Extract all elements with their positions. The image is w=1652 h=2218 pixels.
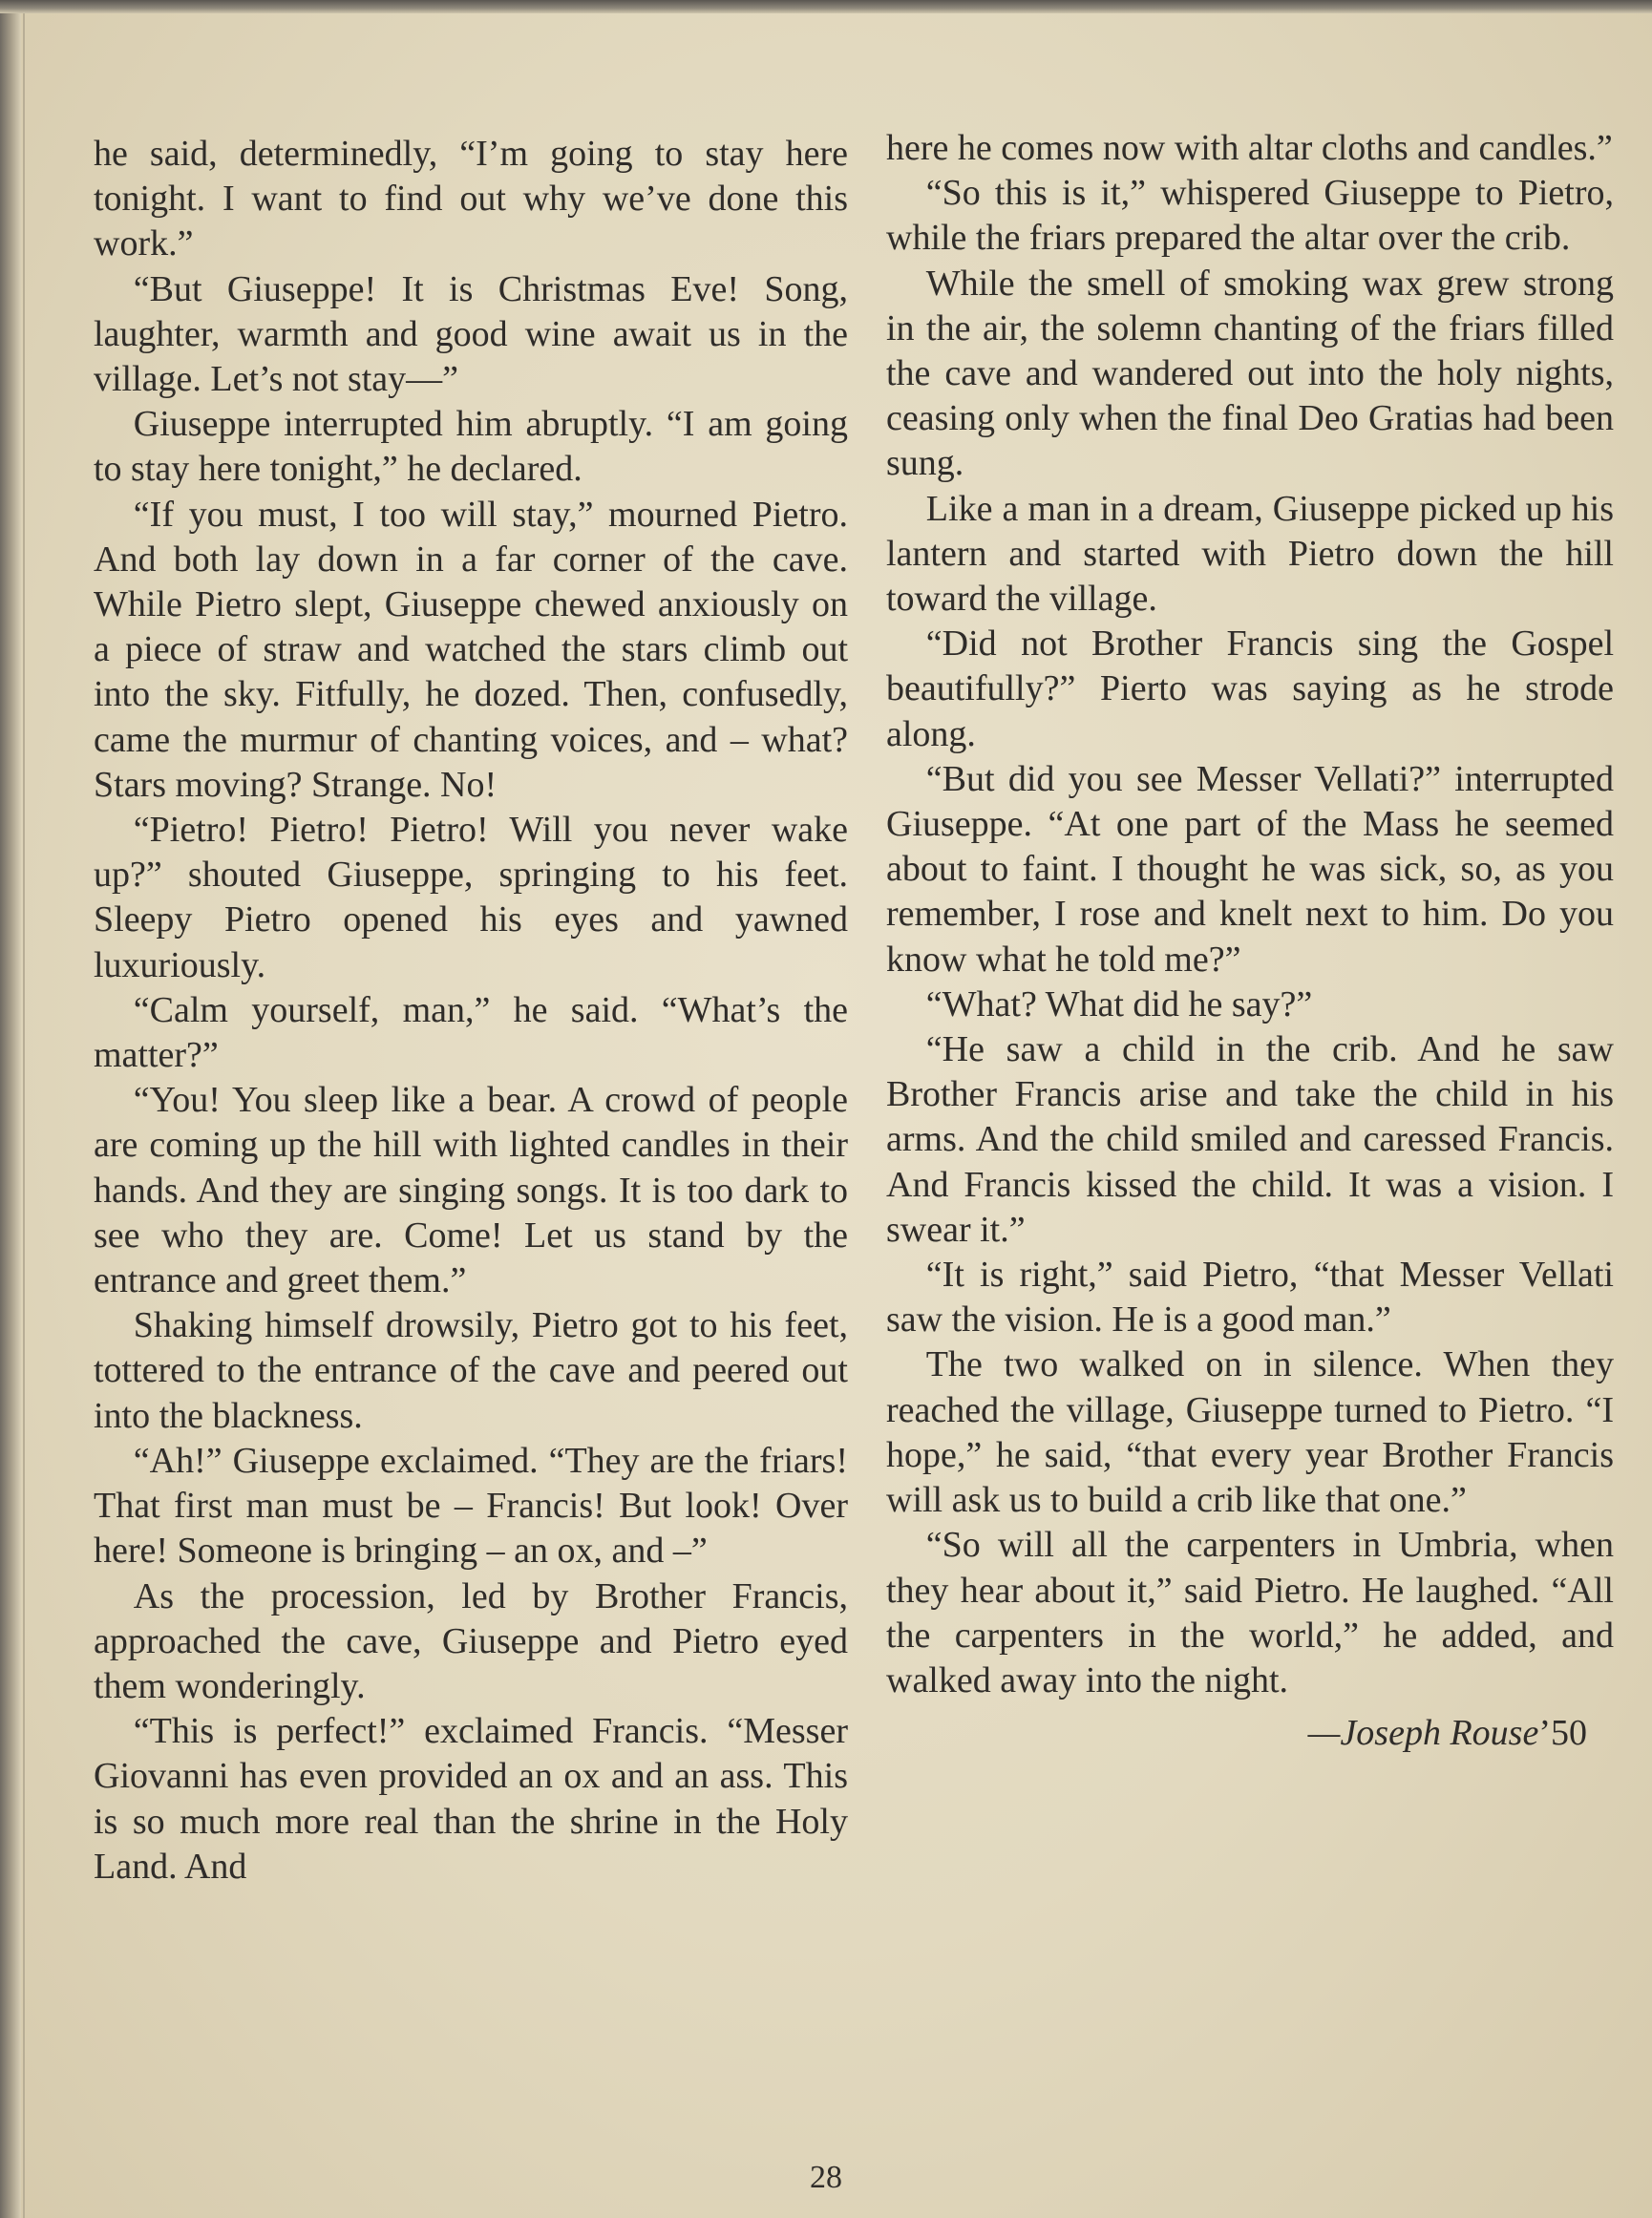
paragraph: Giuseppe interrupted him abruptly. “I am going to stay here tonight,” he declared. — [94, 404, 848, 490]
author-name: —Joseph Rouse — [1307, 1713, 1539, 1754]
binding-edge — [0, 13, 21, 2218]
paragraph: While the smell of smoking wax grew strong in the air, the solemn chanting of the friars filled the cave and wandered out into the holy nights, ceasing only when the final Deo Gratias had been sung. — [886, 263, 1614, 484]
paragraph: “But did you see Messer Vellati?” interrupted Giuseppe. “At one part of the Mass he seemed about to faint. I thought he was sick, so, as you remember, I rose and knelt next to him. Do you know what he told me?” — [886, 758, 1614, 980]
paragraph: “Ah!” Giuseppe exclaimed. “They are the friars! That first man must be – Francis! But look! Over here! Someone is bringing – an ox, and –” — [94, 1440, 848, 1572]
paragraph: “If you must, I too will stay,” mourned Pietro. And both lay down in a far corner of the cave. While Pietro slept, Giuseppe chewed anxiously on a piece of straw and watched the stars climb out into the sky. Fitfully, he dozed. Then, confusedly, came the murmur of chanting voices, and – what? Stars moving? Strange. No! — [94, 494, 848, 805]
paragraph: “You! You sleep like a bear. A crowd of people are coming up the hill with lighted candles in their hands. And they are singing songs. It is too dark to see who they are. Come! Let us stand by the entrance and greet them.” — [94, 1080, 848, 1301]
binding-line — [23, 13, 25, 2218]
paragraph: “Calm yourself, man,” he said. “What’s the matter?” — [94, 989, 848, 1076]
paragraph: he said, determinedly, “I’m going to stay here tonight. I want to find out why we’ve done this work.” — [94, 134, 848, 264]
paragraph: “He saw a child in the crib. And he saw Brother Francis arise and take the child in his arms. And the child smiled and caressed Francis. And Francis kissed the child. It was a vision. I swear it.” — [886, 1029, 1614, 1250]
top-edge — [0, 0, 1652, 13]
left-text-column — [94, 132, 848, 1890]
paragraph: “So this is it,” whispered Giuseppe to Pietro, while the friars prepared the altar over the crib. — [886, 173, 1614, 259]
paragraph: “Pietro! Pietro! Pietro! Will you never wake up?” shouted Giuseppe, springing to his feet. Sleepy Pietro opened his eyes and yawned luxuriously. — [94, 810, 848, 985]
paragraph: “So will all the carpenters in Umbria, when they hear about it,” said Pietro. He laughed. “All the carpenters in the world,” he added, and walked away into the night. — [886, 1525, 1614, 1700]
author-signature — [886, 1711, 1614, 1756]
paragraph: “What? What did he say?” — [925, 983, 1313, 1025]
page-number: 28 — [810, 2160, 842, 2195]
right-text-column — [886, 126, 1614, 1756]
paragraph: here he comes now with altar cloths and candles.” — [886, 128, 1613, 168]
paragraph: “Did not Brother Francis sing the Gospel beautifully?” Pierto was saying as he strode along. — [886, 623, 1614, 754]
paragraph: The two walked on in silence. When they reached the village, Giuseppe turned to Pietro. “I hope,” he said, “that every year Brother Francis will ask us to build a crib like that one.” — [886, 1344, 1614, 1521]
paragraph: “But Giuseppe! It is Christmas Eve! Song, laughter, warmth and good wine await us in the village. Let’s not stay—” — [94, 268, 848, 400]
paragraph: “This is perfect!” exclaimed Francis. “Messer Giovanni has even provided an ox and an ass. This is so much more real than the shrine in the Holy Land. And — [94, 1711, 848, 1887]
paragraph: As the procession, led by Brother Francis, approached the cave, Giuseppe and Pietro eyed them wonderingly. — [94, 1575, 848, 1706]
class-year: ’50 — [1538, 1713, 1587, 1754]
paragraph: Like a man in a dream, Giuseppe picked up his lantern and started with Pietro down the hill toward the village. — [886, 488, 1614, 620]
paragraph: Shaking himself drowsily, Pietro got to his feet, tottered to the entrance of the cave and peered out into the blackness. — [94, 1305, 848, 1436]
paragraph: “It is right,” said Pietro, “that Messer Vellati saw the vision. He is a good man.” — [886, 1255, 1614, 1341]
